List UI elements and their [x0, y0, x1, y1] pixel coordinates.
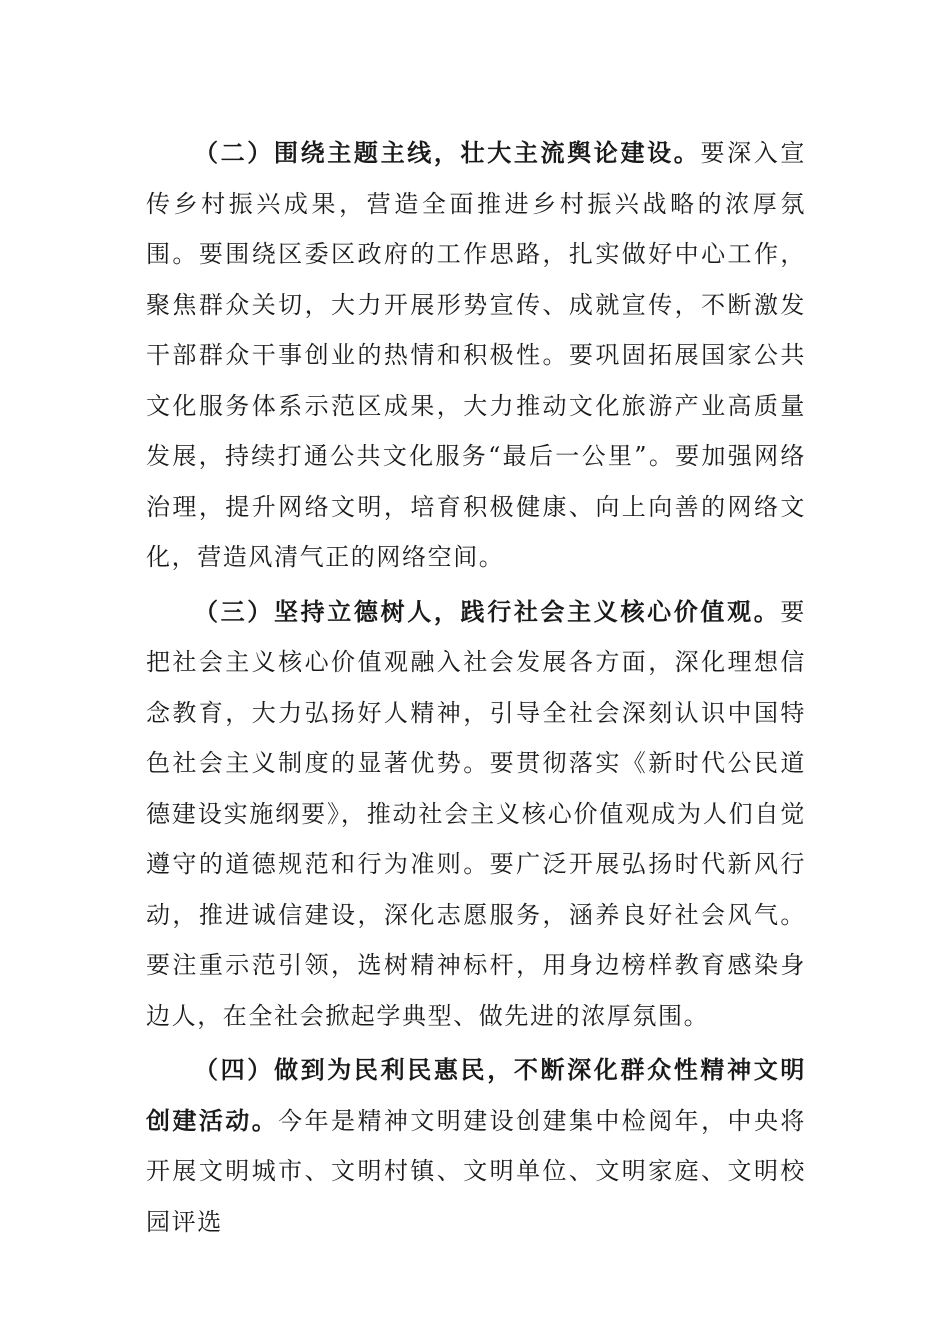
paragraph-text: 要深入宣传乡村振兴成果，营造全面推进乡村振兴战略的浓厚氛围。要围绕区委区政府的工作思路，扎实做好中心工作，聚焦群众关切，大力开展形势宣传、成就宣传，不断激发干部群众干事创业的热情和积极性。要巩固拓展国家公共文化服务体系示范区成果，大力推动文化旅游产业高质量发展，持续打通公共文化服务“最后一公里”。要加强网络治理，提升网络文明，培育积极健康、向上向善的网络文化，营造风清气正的网络空间。 [146, 139, 806, 571]
document-body [146, 128, 806, 1247]
paragraph-text: 要把社会主义核心价值观融入社会发展各方面，深化理想信念教育，大力弘扬好人精神，引导全社会深刻认识中国特色社会主义制度的显著优势。要贯彻落实《新时代公民道德建设实施纲要》，推动社会主义核心价值观成为人们自觉遵守的道德规范和行为准则。要广泛开展弘扬时代新风行动，推进诚信建设，深化志愿服务，涵养良好社会风气。要注重示范引领，选树精神标杆，用身边榜样教育感染身边人，在全社会掀起学典型、做先进的浓厚氛围。 [146, 597, 806, 1030]
paragraph-text: 今年是精神文明建设创建集中检阅年，中央将开展文明城市、文明村镇、文明单位、文明家庭、文明校园评选 [146, 1106, 807, 1236]
paragraph-heading: （四）做到为民利民惠民，不断深化群众性精神文明创建活动。 [146, 1056, 806, 1135]
paragraph-4 [146, 1045, 806, 1247]
paragraph-2 [146, 128, 806, 583]
paragraph-heading: （二）围绕主题主线，壮大主流舆论建设。 [194, 139, 701, 167]
paragraph-heading: （三）坚持立德树人，践行社会主义核心价值观。 [194, 597, 781, 626]
paragraph-3 [146, 587, 806, 1042]
